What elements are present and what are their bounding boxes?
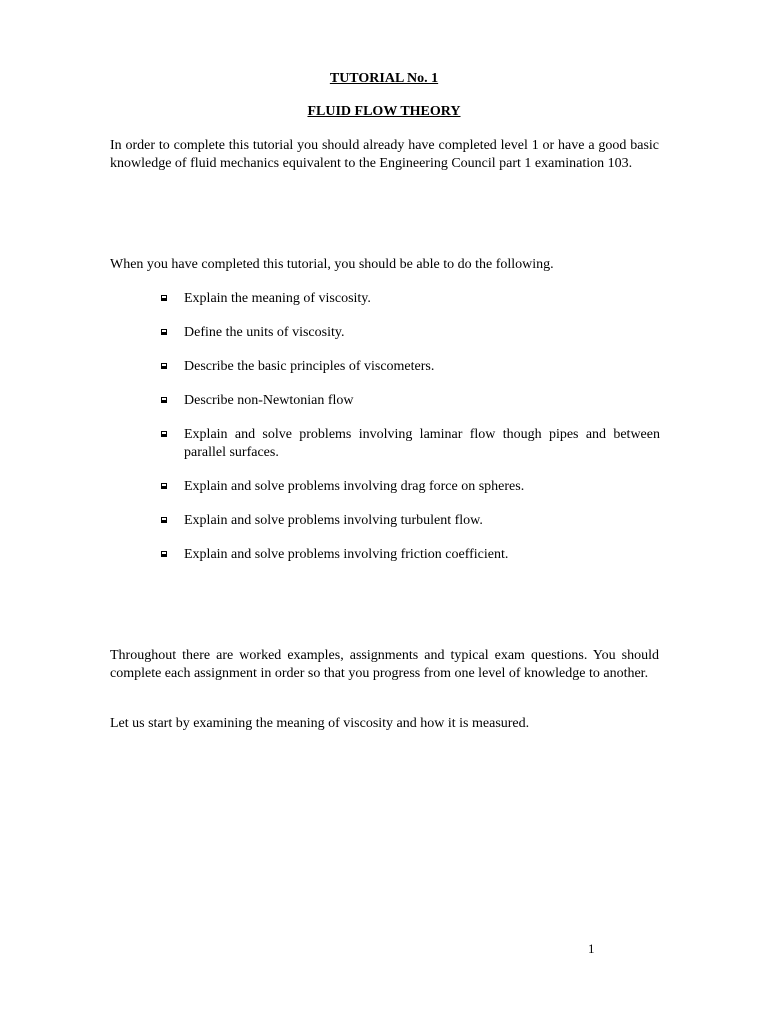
objectives-list [160, 290, 660, 580]
checkbox-bullet-icon [161, 363, 167, 369]
objective-item [160, 392, 660, 410]
objective-item [160, 358, 660, 376]
checkbox-bullet-icon [161, 483, 167, 489]
page-number: 1 [588, 941, 595, 956]
throughout-paragraph: Throughout there are worked examples, assignments and typical exam questions. You should complete each assignment in order so that you progress from one level of knowledge to another. [110, 648, 659, 681]
objective-text: Explain and solve problems involving drag force on spheres. [184, 479, 525, 494]
checkbox-bullet-icon [161, 295, 167, 301]
checkbox-bullet-icon [161, 329, 167, 335]
objective-text: Explain the meaning of viscosity. [184, 291, 371, 306]
closing-paragraph: Let us start by examining the meaning of viscosity and how it is measured. [110, 716, 530, 731]
objective-text: Describe the basic principles of viscometers. [184, 359, 435, 374]
objective-item [160, 426, 660, 462]
objective-text: Explain and solve problems involving turbulent flow. [184, 513, 483, 528]
objectives-lead-paragraph: When you have completed this tutorial, you should be able to do the following. [110, 257, 554, 272]
objective-text: Explain and solve problems involving friction coefficient. [184, 547, 509, 562]
checkbox-bullet-icon [161, 431, 167, 437]
tutorial-subtitle: FLUID FLOW THEORY [307, 104, 461, 119]
tutorial-title: TUTORIAL No. 1 [329, 71, 439, 86]
checkbox-bullet-icon [161, 551, 167, 557]
objective-item [160, 324, 660, 342]
intro-paragraph: In order to complete this tutorial you should already have completed level 1 or have a good basic knowledge of fluid mechanics equivalent to the Engineering Council part 1 examination 103. [110, 138, 659, 171]
objective-text: Describe non-Newtonian flow [184, 393, 354, 408]
objective-item [160, 478, 660, 496]
objective-text: Explain and solve problems involving laminar flow though pipes and between parallel surfaces. [184, 427, 660, 460]
objective-item [160, 512, 660, 530]
objective-item [160, 290, 660, 308]
objective-text: Define the units of viscosity. [184, 325, 345, 340]
checkbox-bullet-icon [161, 397, 167, 403]
objective-item [160, 546, 660, 564]
checkbox-bullet-icon [161, 517, 167, 523]
